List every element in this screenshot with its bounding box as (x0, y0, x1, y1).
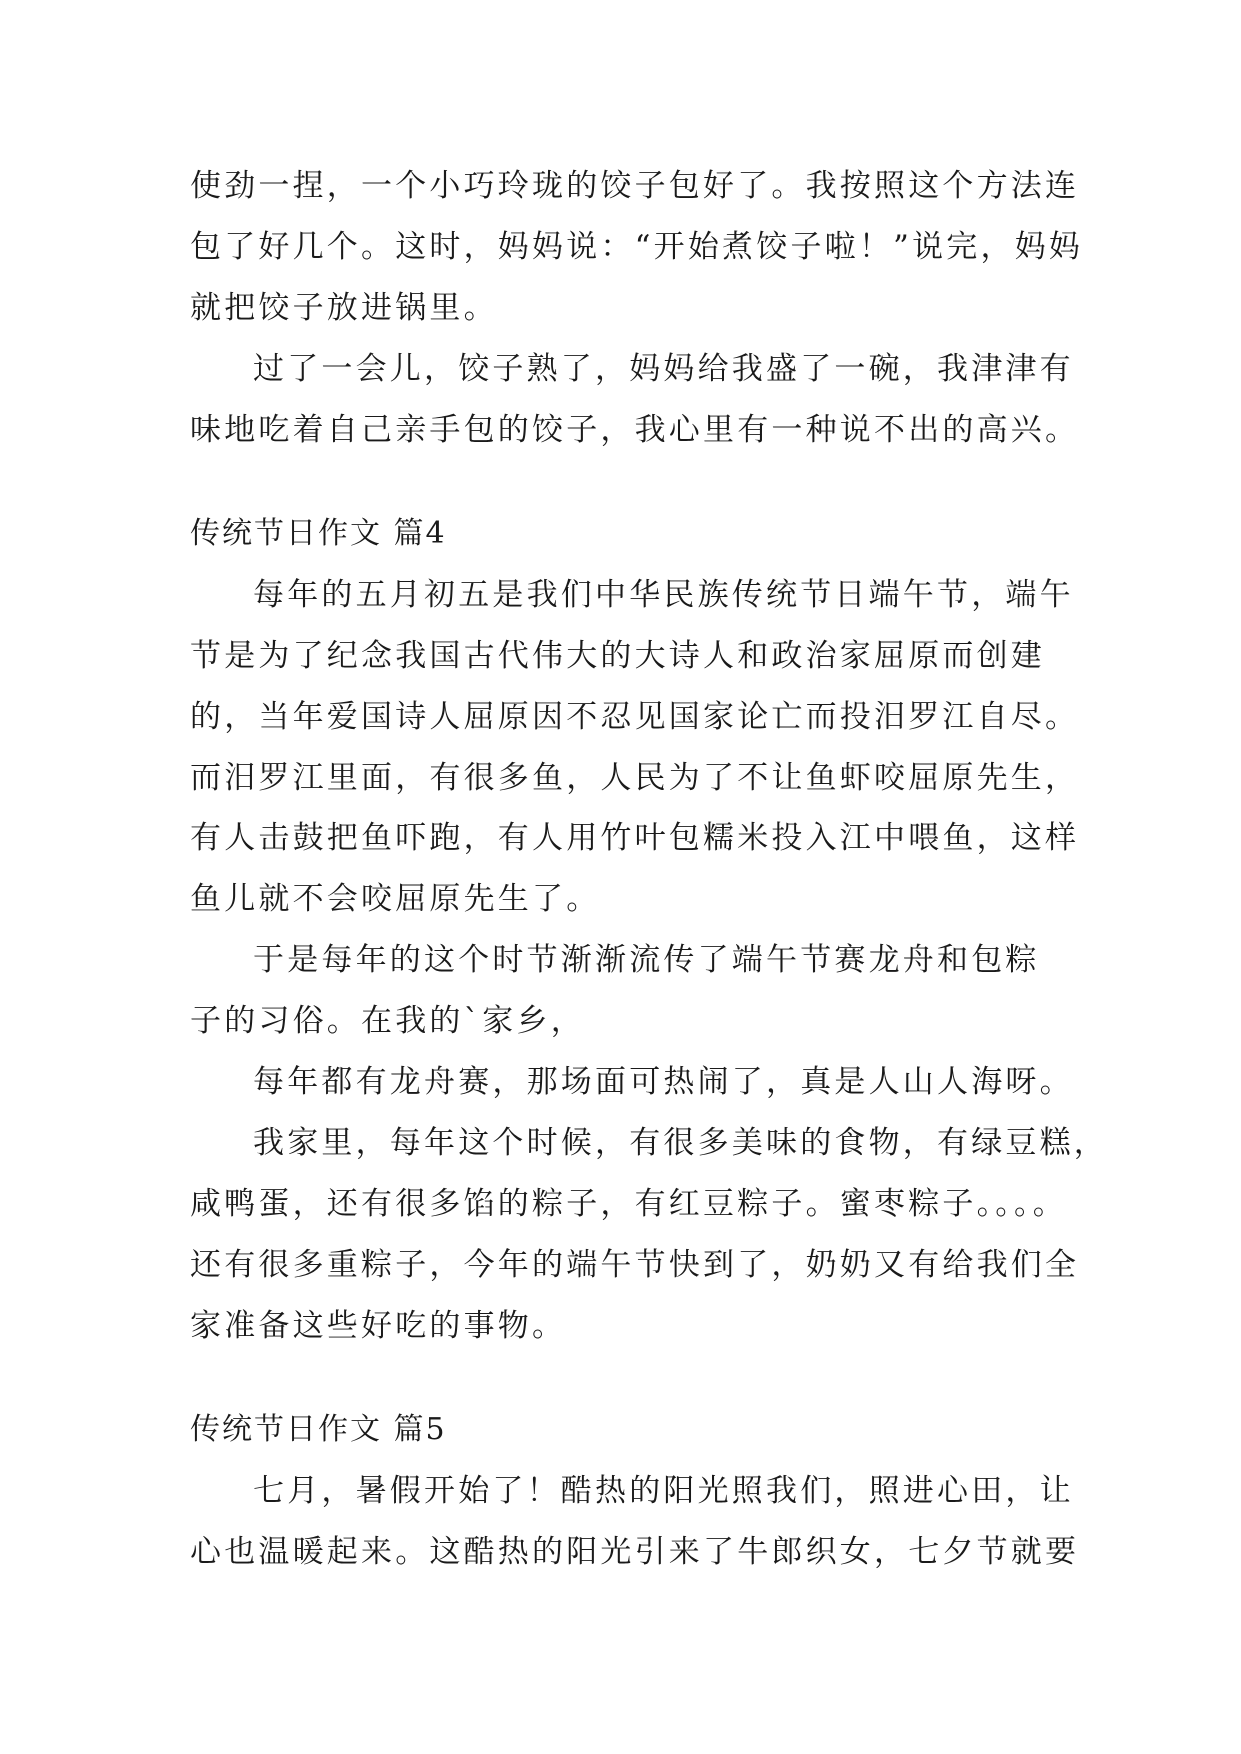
paragraph-line: 于是每年的这个时节渐渐流传了端午节赛龙舟和包粽 (253, 942, 1040, 978)
paragraph-line: 我家里，每年这个时候，有很多美味的食物，有绿豆糕， (253, 1125, 1108, 1161)
paragraph-line: 心也温暖起来。这酷热的阳光引来了牛郎织女，七夕节就要 (190, 1534, 1080, 1570)
paragraph-line: 家准备这些好吃的事物。 (190, 1308, 567, 1344)
paragraph-line: 使劲一捏，一个小巧玲珑的饺子包好了。我按照这个方法连 (190, 168, 1080, 204)
paragraph-line: 咸鸭蛋，还有很多馅的粽子，有红豆粽子。蜜枣粽子。。。。 (190, 1186, 1067, 1222)
section-heading: 传统节日作文 篇4 (190, 516, 447, 551)
section-heading: 传统节日作文 篇5 (190, 1412, 447, 1447)
paragraph-line: 而汨罗江里面，有很多鱼，人民为了不让鱼虾咬屈原先生， (190, 760, 1080, 796)
paragraph-line: 过了一会儿，饺子熟了，妈妈给我盛了一碗，我津津有 (253, 351, 1074, 387)
paragraph-line: 有人击鼓把鱼吓跑，有人用竹叶包糯米投入江中喂鱼，这样 (190, 820, 1080, 856)
paragraph-line: 七月，暑假开始了！酷热的阳光照我们，照进心田，让 (253, 1473, 1074, 1509)
paragraph-line: 味地吃着自己亲手包的饺子，我心里有一种说不出的高兴。 (190, 412, 1080, 448)
paragraph-line: 就把饺子放进锅里。 (190, 290, 498, 326)
paragraph-line: 每年都有龙舟赛，那场面可热闹了，真是人山人海呀。 (253, 1064, 1074, 1100)
paragraph-line: 包了好几个。这时，妈妈说：“开始煮饺子啦！”说完，妈妈 (190, 229, 1084, 265)
paragraph-line: 每年的五月初五是我们中华民族传统节日端午节，端午 (253, 577, 1074, 613)
paragraph-line: 子的习俗。在我的`家乡， (190, 1003, 585, 1039)
paragraph-line: 节是为了纪念我国古代伟大的大诗人和政治家屈原而创建 (190, 638, 1045, 674)
paragraph-line: 的，当年爱国诗人屈原因不忍见国家论亡而投汨罗江自尽。 (190, 699, 1080, 735)
paragraph-line: 还有很多重粽子，今年的端午节快到了，奶奶又有给我们全 (190, 1247, 1080, 1283)
paragraph-line: 鱼儿就不会咬屈原先生了。 (190, 881, 601, 917)
